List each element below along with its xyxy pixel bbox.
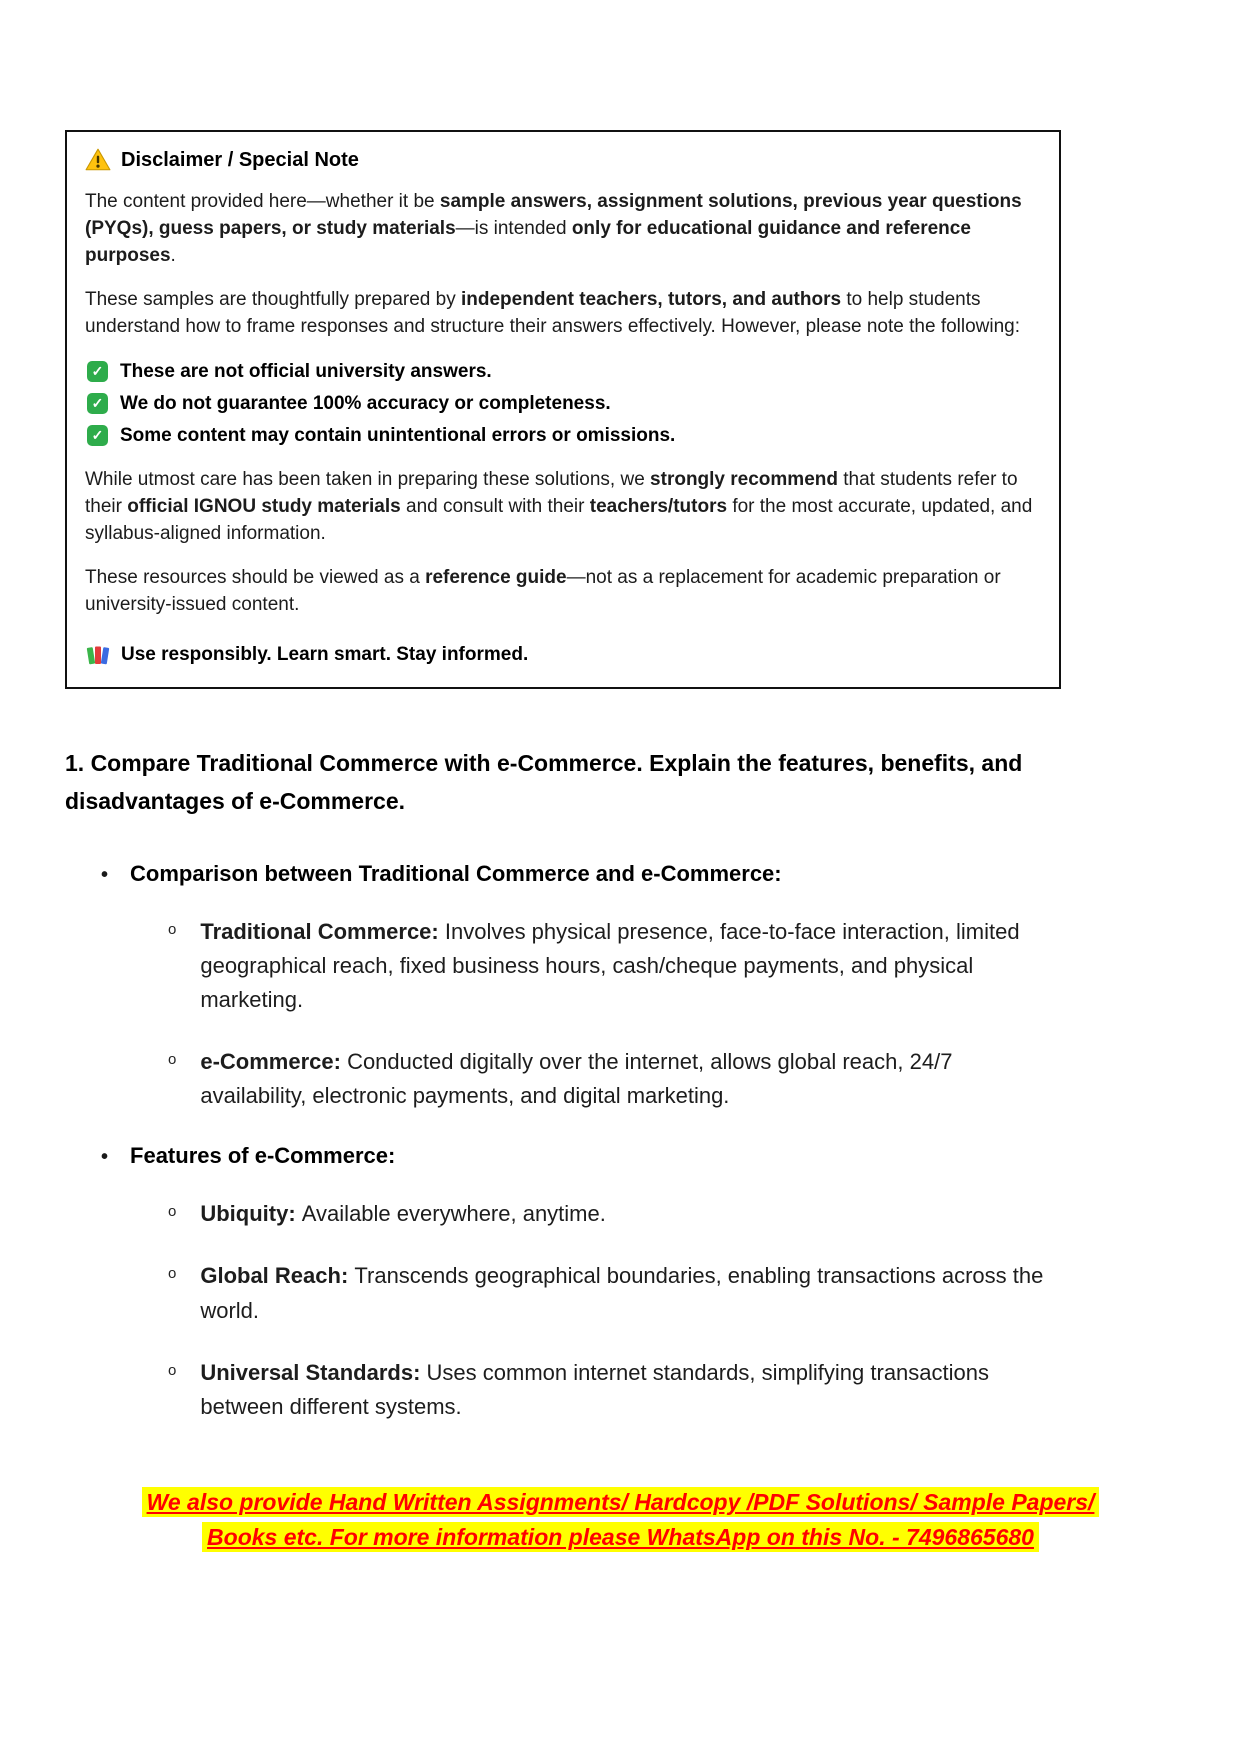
disclaimer-paragraph-1: The content provided here—whether it be sample answers, assignment solutions, previous year questions (PYQs), guess papers, or study materials—is intended only for educational guidance and reference purposes. — [85, 191, 1022, 266]
sub-bullet-text: Global Reach: Transcends geographical boundaries, enabling transactions across the world. — [200, 1263, 1044, 1323]
disclaimer-box — [65, 130, 1061, 689]
question-heading: 1. Compare Traditional Commerce with e-Commerce. Explain the features, benefits, and disadvantages of e-Commerce. — [65, 750, 1023, 814]
sub-bullet-marker: o — [168, 1051, 177, 1069]
checklist-item — [87, 361, 1037, 383]
checklist-text: Some content may contain unintentional errors or omissions. — [120, 424, 676, 446]
promo-footer — [0, 1484, 1241, 1557]
disclaimer-closing-text: Use responsibly. Learn smart. Stay informed. — [121, 643, 529, 665]
section-label: Comparison between Traditional Commerce and e-Commerce: — [130, 860, 782, 886]
sub-bullet-marker: o — [168, 1361, 177, 1379]
checklist-item — [87, 393, 1037, 415]
disclaimer-checklist — [85, 361, 1037, 447]
checklist-text: These are not official university answers. — [120, 360, 492, 382]
sub-bullet-marker: o — [168, 920, 177, 938]
bullet-marker: • — [101, 863, 109, 886]
sub-bullet-text: Traditional Commerce: Involves physical presence, face-to-face interaction, limited geographical reach, fixed business hours, cash/cheque payments, and physical marketing. — [200, 918, 1020, 1013]
sub-bullet-text: Universal Standards: Uses common internet standards, simplifying transactions between different systems. — [200, 1359, 989, 1419]
disclaimer-title: Disclaimer / Special Note — [121, 148, 359, 171]
bullet-section-comparison — [101, 861, 1060, 887]
checklist-text: We do not guarantee 100% accuracy or completeness. — [120, 392, 611, 414]
disclaimer-paragraph-4: These resources should be viewed as a reference guide—not as a replacement for academic preparation or university-issued content. — [85, 566, 1001, 615]
check-icon: ✓ — [87, 361, 108, 382]
disclaimer-closing — [85, 643, 1037, 667]
sub-bullet-text: Ubiquity: Available everywhere, anytime. — [200, 1201, 606, 1227]
disclaimer-paragraph-3: While utmost care has been taken in preparing these solutions, we strongly recommend that students refer to their official IGNOU study materials and consult with their teachers/tutors for the most accurate, updated, and syllabus-aligned information. — [85, 468, 1033, 544]
promo-line — [0, 1486, 1241, 1519]
warning-icon — [85, 148, 111, 172]
sub-bullet-traditional-commerce — [168, 915, 1046, 1017]
books-icon — [85, 643, 111, 667]
bullet-section-features — [101, 1143, 1060, 1169]
check-icon: ✓ — [87, 393, 108, 414]
sub-bullet-text: e-Commerce: Conducted digitally over the internet, allows global reach, 24/7 availability, electronic payments, and digital marketing. — [200, 1049, 953, 1109]
sub-bullet-global-reach — [168, 1259, 1046, 1327]
bullet-marker: • — [101, 1146, 109, 1169]
check-icon: ✓ — [87, 425, 108, 446]
promo-line — [0, 1521, 1241, 1554]
checklist-item — [87, 425, 1037, 447]
promo-text: Books etc. For more information please WhatsApp on this No. - 7496865680 — [202, 1522, 1039, 1552]
promo-text: We also provide Hand Written Assignments/ Hardcopy /PDF Solutions/ Sample Papers/ — [142, 1487, 1100, 1517]
sub-bullet-ubiquity — [168, 1197, 1046, 1231]
sub-bullet-marker: o — [168, 1203, 177, 1221]
sub-bullet-marker: o — [168, 1265, 177, 1283]
sub-bullet-universal-standards — [168, 1356, 1046, 1424]
disclaimer-paragraph-2: These samples are thoughtfully prepared by independent teachers, tutors, and authors to help students understand how to frame responses and structure their answers effectively. However, please note the following: — [85, 288, 1021, 337]
sub-bullet-e-commerce — [168, 1045, 1046, 1113]
answer-content — [65, 745, 1060, 1452]
section-label: Features of e-Commerce: — [130, 1143, 396, 1169]
disclaimer-header — [85, 148, 1037, 172]
